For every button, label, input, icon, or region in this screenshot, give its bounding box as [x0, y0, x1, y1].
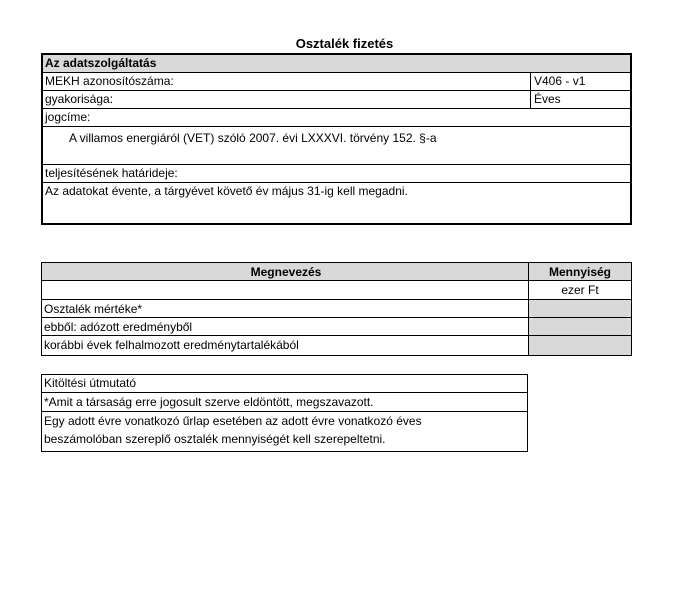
- dividend-table: [41, 262, 632, 356]
- table-header: [42, 263, 631, 281]
- frequency-label: gyakorisága:: [45, 92, 114, 106]
- guide-note-2-line-2: beszámolóban szereplő osztalék mennyiségét kell szerepeltetni.: [44, 432, 386, 446]
- table-row: [42, 318, 631, 336]
- info-header: Az adatszolgáltatás: [43, 55, 630, 73]
- table-row: [42, 300, 631, 318]
- col-name-header: Megnevezés: [250, 265, 322, 279]
- legal-basis-text: A villamos energiáról (VET) szóló 2007. évi LXXXVI. törvény 152. §-a: [43, 127, 630, 165]
- frequency-value: Éves: [530, 91, 561, 108]
- deadline-text: Az adatokat évente, a tárgyévet követő év május 31-ig kell megadni.: [45, 184, 408, 198]
- unit-row: [42, 281, 631, 300]
- input-cell-dividend[interactable]: [528, 300, 631, 317]
- legal-basis-label: jogcíme:: [43, 109, 630, 127]
- mekh-value: V406 - v1: [530, 73, 585, 90]
- deadline-label: teljesítésének határideje:: [43, 165, 630, 183]
- guide-note-2-line-1: Egy adott évre vonatkozó űrlap esetében az adott évre vonatkozó éves: [44, 414, 422, 428]
- input-cell-taxed-profit[interactable]: [528, 318, 631, 335]
- row-label-dividend: Osztalék mértéke*: [44, 302, 143, 316]
- mekh-row: [43, 73, 630, 91]
- table-row: [42, 336, 631, 355]
- unit-label: ezer Ft: [528, 281, 631, 299]
- page-title: Osztalék fizetés: [295, 36, 394, 51]
- guide-title: Kitöltési útmutató: [42, 375, 527, 393]
- frequency-row: [43, 91, 630, 109]
- guide-note-1: *Amit a társaság erre jogosult szerve eldöntött, megszavazott.: [42, 393, 527, 412]
- input-cell-retained-earnings[interactable]: [528, 336, 631, 355]
- col-qty-header: Mennyiség: [528, 263, 631, 280]
- info-table: [41, 53, 632, 225]
- filling-guide: [41, 374, 528, 452]
- row-label-taxed-profit: ebből: adózott eredményből: [44, 320, 193, 334]
- mekh-label: MEKH azonosítószáma:: [45, 74, 174, 88]
- row-label-retained-earnings: korábbi évek felhalmozott eredménytartalékából: [44, 338, 299, 352]
